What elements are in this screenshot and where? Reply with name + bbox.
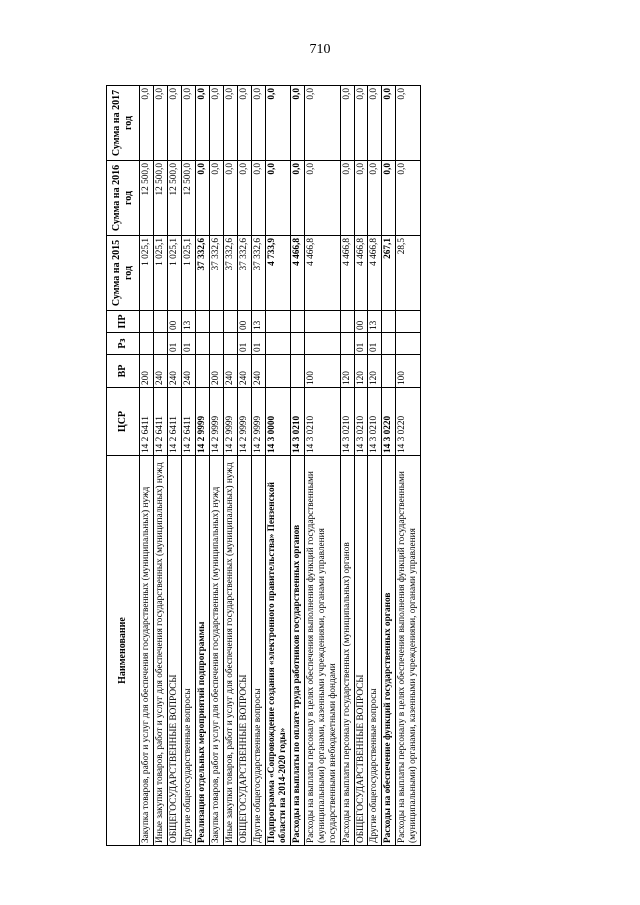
table-row [167, 86, 181, 846]
row-sum-2017-cell: 0,0 [265, 86, 290, 161]
row-rz-cell: 01 [167, 333, 181, 355]
table-row [340, 86, 354, 846]
row-sum-2016-cell: 12 500,0 [140, 161, 154, 236]
column-header-csr: ЦСР [107, 388, 140, 456]
row-sum-2015-cell: 4 466,8 [340, 236, 354, 311]
row-csr-cell: 14 2 9999 [209, 388, 223, 456]
row-sum-2017-cell: 0,0 [153, 86, 167, 161]
row-csr-cell: 14 2 9999 [223, 388, 237, 456]
row-sum-2015-cell: 1 025,1 [167, 236, 181, 311]
row-sum-2016-cell: 0,0 [265, 161, 290, 236]
row-sum-2017-cell: 0,0 [396, 86, 421, 161]
row-vr-cell: 100 [396, 355, 421, 388]
row-vr-cell: 240 [223, 355, 237, 388]
row-vr-cell [290, 355, 304, 388]
row-rz-cell [195, 333, 209, 355]
row-sum-2015-cell: 28,5 [396, 236, 421, 311]
row-sum-2017-cell: 0,0 [251, 86, 265, 161]
row-sum-2017-cell: 0,0 [290, 86, 304, 161]
row-name-cell: Расходы на выплаты персоналу в целях обеспечения выполнения функций государственными (муниципальными) органами, казенными учреждениями, органами управления государственными внебюджетными фондами [304, 456, 340, 846]
row-sum-2017-cell: 0,0 [195, 86, 209, 161]
row-name-cell: Расходы на обеспечение функций государственных органов [382, 456, 396, 846]
row-sum-2017-cell: 0,0 [167, 86, 181, 161]
row-rz-cell [265, 333, 290, 355]
row-sum-2015-cell: 4 466,8 [368, 236, 382, 311]
row-sum-2016-cell: 0,0 [251, 161, 265, 236]
column-header-sum-2015: Сумма на 2015 год [107, 236, 140, 311]
row-sum-2015-cell: 267,1 [382, 236, 396, 311]
row-sum-2017-cell: 0,0 [382, 86, 396, 161]
table-row [209, 86, 223, 846]
row-vr-cell [195, 355, 209, 388]
row-sum-2017-cell: 0,0 [209, 86, 223, 161]
row-csr-cell: 14 2 6411 [153, 388, 167, 456]
row-sum-2017-cell: 0,0 [223, 86, 237, 161]
row-rz-cell [396, 333, 421, 355]
row-vr-cell: 200 [140, 355, 154, 388]
rotated-table-container [106, 86, 566, 846]
row-sum-2016-cell: 0,0 [340, 161, 354, 236]
row-sum-2015-cell: 37 332,6 [237, 236, 251, 311]
column-header-rz: Рз [107, 333, 140, 355]
row-csr-cell: 14 3 0210 [290, 388, 304, 456]
table-row [181, 86, 195, 846]
row-sum-2016-cell: 0,0 [290, 161, 304, 236]
row-sum-2015-cell: 4 733,9 [265, 236, 290, 311]
row-name-cell: Другие общегосударственные вопросы [251, 456, 265, 846]
row-csr-cell: 14 2 9999 [195, 388, 209, 456]
row-rz-cell: 01 [368, 333, 382, 355]
row-name-cell: Закупка товаров, работ и услуг для обеспечения государственных (муниципальных) нужд [140, 456, 154, 846]
row-pr-cell [382, 311, 396, 333]
row-sum-2015-cell: 37 332,6 [195, 236, 209, 311]
row-rz-cell [340, 333, 354, 355]
row-sum-2016-cell: 0,0 [354, 161, 368, 236]
row-name-cell: Расходы на выплаты персоналу в целях обеспечения выполнения функций государственными (муниципальными) органами, казенными учреждениями, органами управления [396, 456, 421, 846]
table-row [223, 86, 237, 846]
row-sum-2016-cell: 0,0 [209, 161, 223, 236]
row-pr-cell: 00 [354, 311, 368, 333]
row-csr-cell: 14 3 0210 [304, 388, 340, 456]
row-sum-2017-cell: 0,0 [181, 86, 195, 161]
row-pr-cell [209, 311, 223, 333]
row-sum-2015-cell: 1 025,1 [140, 236, 154, 311]
row-name-cell: Закупка товаров, работ и услуг для обеспечения государственных (муниципальных) нужд [209, 456, 223, 846]
column-header-pr: ПР [107, 311, 140, 333]
table-row [368, 86, 382, 846]
row-vr-cell: 200 [209, 355, 223, 388]
row-rz-cell [223, 333, 237, 355]
row-sum-2015-cell: 37 332,6 [209, 236, 223, 311]
row-rz-cell [382, 333, 396, 355]
row-name-cell: Другие общегосударственные вопросы [368, 456, 382, 846]
table-header-row [107, 86, 140, 846]
table-row [195, 86, 209, 846]
row-sum-2016-cell: 0,0 [396, 161, 421, 236]
row-vr-cell: 120 [368, 355, 382, 388]
row-name-cell: Иные закупки товаров, работ и услуг для обеспечения государственных (муниципальных) нужд [223, 456, 237, 846]
row-csr-cell: 14 3 0220 [382, 388, 396, 456]
row-pr-cell: 13 [251, 311, 265, 333]
row-rz-cell: 01 [251, 333, 265, 355]
row-sum-2017-cell: 0,0 [368, 86, 382, 161]
row-vr-cell: 240 [251, 355, 265, 388]
row-rz-cell: 01 [354, 333, 368, 355]
row-sum-2016-cell: 0,0 [223, 161, 237, 236]
row-name-cell: Расходы на выплаты по оплате труда работников государственных органов [290, 456, 304, 846]
row-sum-2017-cell: 0,0 [354, 86, 368, 161]
row-pr-cell [396, 311, 421, 333]
table-body [140, 86, 421, 846]
row-vr-cell: 240 [237, 355, 251, 388]
row-name-cell: ОБЩЕГОСУДАРСТВЕННЫЕ ВОПРОСЫ [237, 456, 251, 846]
row-sum-2015-cell: 4 466,8 [290, 236, 304, 311]
row-sum-2015-cell: 1 025,1 [181, 236, 195, 311]
row-pr-cell: 13 [368, 311, 382, 333]
row-vr-cell: 240 [153, 355, 167, 388]
table-row [140, 86, 154, 846]
row-pr-cell [290, 311, 304, 333]
row-rz-cell: 01 [237, 333, 251, 355]
row-rz-cell [140, 333, 154, 355]
row-csr-cell: 14 3 0210 [354, 388, 368, 456]
row-vr-cell: 120 [354, 355, 368, 388]
row-csr-cell: 14 2 6411 [181, 388, 195, 456]
row-pr-cell: 00 [167, 311, 181, 333]
row-sum-2015-cell: 37 332,6 [223, 236, 237, 311]
row-rz-cell [209, 333, 223, 355]
row-sum-2017-cell: 0,0 [140, 86, 154, 161]
row-sum-2016-cell: 12 500,0 [167, 161, 181, 236]
row-name-cell: Реализация отдельных мероприятий подпрограммы [195, 456, 209, 846]
row-sum-2016-cell: 0,0 [195, 161, 209, 236]
row-rz-cell [153, 333, 167, 355]
row-rz-cell [290, 333, 304, 355]
row-sum-2016-cell: 12 500,0 [153, 161, 167, 236]
column-header-sum-2016: Сумма на 2016 год [107, 161, 140, 236]
row-pr-cell [223, 311, 237, 333]
row-csr-cell: 14 2 9999 [237, 388, 251, 456]
row-csr-cell: 14 2 6411 [167, 388, 181, 456]
row-pr-cell [304, 311, 340, 333]
table-row [382, 86, 396, 846]
row-csr-cell: 14 3 0210 [368, 388, 382, 456]
table-row [290, 86, 304, 846]
row-vr-cell: 100 [304, 355, 340, 388]
column-header-sum-2017: Сумма на 2017 год [107, 86, 140, 161]
row-csr-cell: 14 3 0210 [340, 388, 354, 456]
row-sum-2017-cell: 0,0 [304, 86, 340, 161]
row-vr-cell: 240 [181, 355, 195, 388]
row-pr-cell [195, 311, 209, 333]
row-sum-2016-cell: 0,0 [368, 161, 382, 236]
table-row [396, 86, 421, 846]
row-sum-2016-cell: 0,0 [304, 161, 340, 236]
row-pr-cell [340, 311, 354, 333]
budget-table [106, 85, 421, 846]
column-header-vr: ВР [107, 355, 140, 388]
row-vr-cell [265, 355, 290, 388]
row-rz-cell: 01 [181, 333, 195, 355]
row-sum-2016-cell: 0,0 [382, 161, 396, 236]
row-vr-cell: 120 [340, 355, 354, 388]
row-pr-cell: 13 [181, 311, 195, 333]
row-pr-cell [153, 311, 167, 333]
row-csr-cell: 14 3 0000 [265, 388, 290, 456]
row-vr-cell [382, 355, 396, 388]
row-csr-cell: 14 2 9999 [251, 388, 265, 456]
row-sum-2015-cell: 37 332,6 [251, 236, 265, 311]
row-name-cell: Расходы на выплаты персоналу государственных (муниципальных) органов [340, 456, 354, 846]
row-csr-cell: 14 2 6411 [140, 388, 154, 456]
table-row [237, 86, 251, 846]
table-row [251, 86, 265, 846]
row-name-cell: ОБЩЕГОСУДАРСТВЕННЫЕ ВОПРОСЫ [167, 456, 181, 846]
row-sum-2016-cell: 12 500,0 [181, 161, 195, 236]
table-row [354, 86, 368, 846]
column-header-name: Наименование [107, 456, 140, 846]
row-sum-2016-cell: 0,0 [237, 161, 251, 236]
table-row [153, 86, 167, 846]
row-rz-cell [304, 333, 340, 355]
row-sum-2015-cell: 4 466,8 [304, 236, 340, 311]
page-number: 710 [309, 42, 331, 57]
row-name-cell: Другие общегосударственные вопросы [181, 456, 195, 846]
row-csr-cell: 14 3 0220 [396, 388, 421, 456]
row-sum-2017-cell: 0,0 [340, 86, 354, 161]
row-vr-cell: 240 [167, 355, 181, 388]
row-name-cell: ОБЩЕГОСУДАРСТВЕННЫЕ ВОПРОСЫ [354, 456, 368, 846]
row-name-cell: Иные закупки товаров, работ и услуг для обеспечения государственных (муниципальных) нужд [153, 456, 167, 846]
row-pr-cell [265, 311, 290, 333]
table-row [304, 86, 340, 846]
row-pr-cell: 00 [237, 311, 251, 333]
row-sum-2015-cell: 4 466,8 [354, 236, 368, 311]
row-name-cell: Подпрограмма «Сопровождение создания «электронного правительства» Пензенской области на 2014-2020 годы» [265, 456, 290, 846]
row-sum-2015-cell: 1 025,1 [153, 236, 167, 311]
table-row [265, 86, 290, 846]
row-sum-2017-cell: 0,0 [237, 86, 251, 161]
row-pr-cell [140, 311, 154, 333]
